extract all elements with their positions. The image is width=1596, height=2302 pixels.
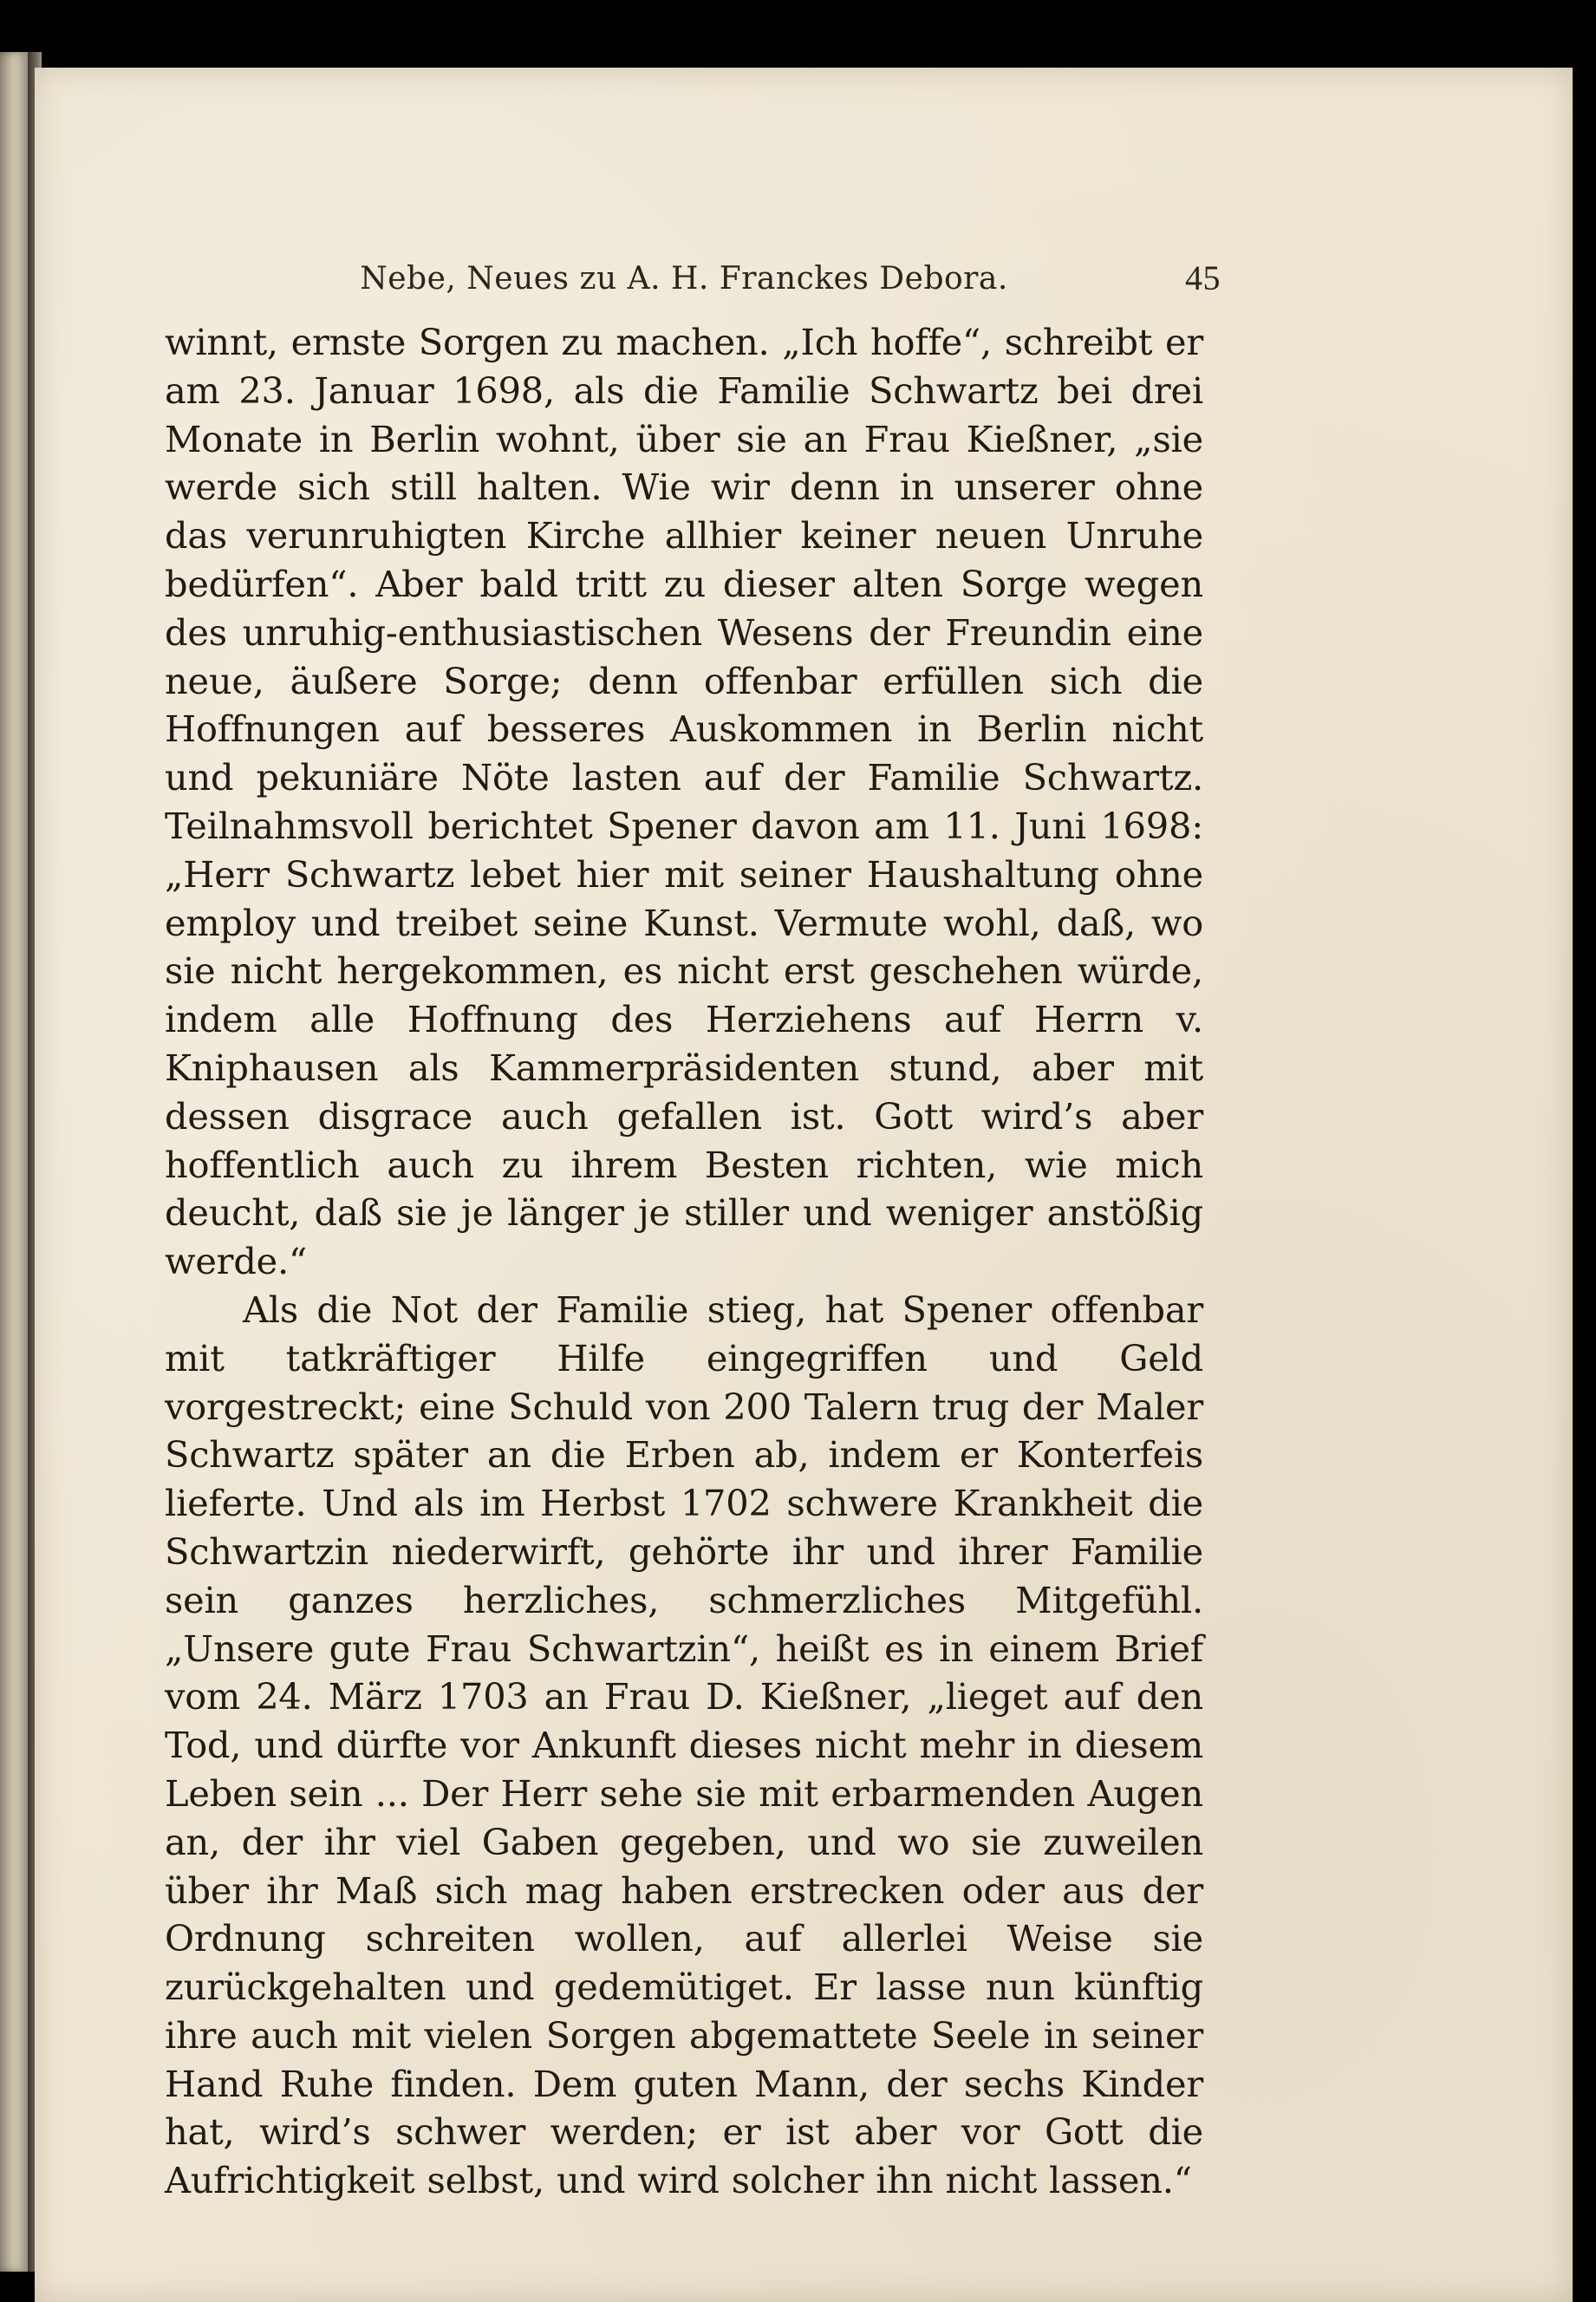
paragraph-1: winnt, ernste Sorgen zu machen. „Ich hoffe“, schreibt er am 23. Januar 1698, als die Familie Schwartz bei drei Monate in Berlin wohnt, über sie an Frau Kießner, „sie werde sich still halten. Wie wir denn in unserer ohne das verunruhigten Kirche allhier keiner neuen Unruhe bedürfen“. Aber bald tritt zu dieser alten Sorge wegen des unruhig-enthusiastischen Wesens der Freundin eine neue, äußere Sorge; denn offenbar erfüllen sich die Hoffnungen auf besseres Auskommen in Berlin nicht und pekuniäre Nöte lasten auf der Familie Schwartz. Teilnahmsvoll berichtet Spener davon am 11. Juni 1698: „Herr Schwartz lebet hier mit seiner Haushaltung ohne employ und treibet seine Kunst. Vermute wohl, daß, wo sie nicht hergekommen, es nicht erst geschehen würde, indem alle Hoffnung des Herziehens auf Herrn v. Kniphausen als Kammerpräsidenten stund, aber mit dessen disgrace auch gefallen ist. Gott wird’s aber hoffentlich auch zu ihrem Besten richten, wie mich deucht, daß sie je länger je stiller und weniger anstößig werde.“ <box>165 321 1203 1283</box>
page-content <box>165 254 1221 2205</box>
body-text <box>165 318 1203 2205</box>
facing-page-edge <box>0 52 28 2272</box>
running-head-title: Nebe, Neues zu A. H. Franckes Debora. <box>360 261 1008 297</box>
paragraph-2: Als die Not der Familie stieg, hat Spener offenbar mit tatkräftiger Hilfe eingegriffen und Geld vorgestreckt; eine Schuld von 200 Talern trug der Maler Schwartz später an die Erben ab, indem er Konterfeis lieferte. Und als im Herbst 1702 schwere Krankheit die Schwartzin niederwirft, gehörte ihr und ihrer Familie sein ganzes herzliches, schmerzliches Mitgefühl. „Unsere gute Frau Schwartzin“, heißt es in einem Brief vom 24. März 1703 an Frau D. Kießner, „lieget auf den Tod, und dürfte vor Ankunft dieses nicht mehr in diesem Leben sein ... Der Herr sehe sie mit erbarmenden Augen an, der ihr viel Gaben gegeben, und wo sie zuweilen über ihr Maß sich mag haben erstrecken oder aus der Ordnung schreiten wollen, auf allerlei Weise sie zurückgehalten und gedemütiget. Er lasse nun künftig ihre auch mit vielen Sorgen abgemattete Seele in seiner Hand Ruhe finden. Dem guten Mann, der sechs Kinder hat, wird’s schwer werden; er ist aber vor Gott die Aufrichtigkeit selbst, und wird solcher ihn nicht lassen.“ <box>165 1288 1203 2202</box>
running-head <box>165 254 1221 306</box>
page-number: 45 <box>1185 258 1221 297</box>
book-page <box>35 68 1573 2302</box>
